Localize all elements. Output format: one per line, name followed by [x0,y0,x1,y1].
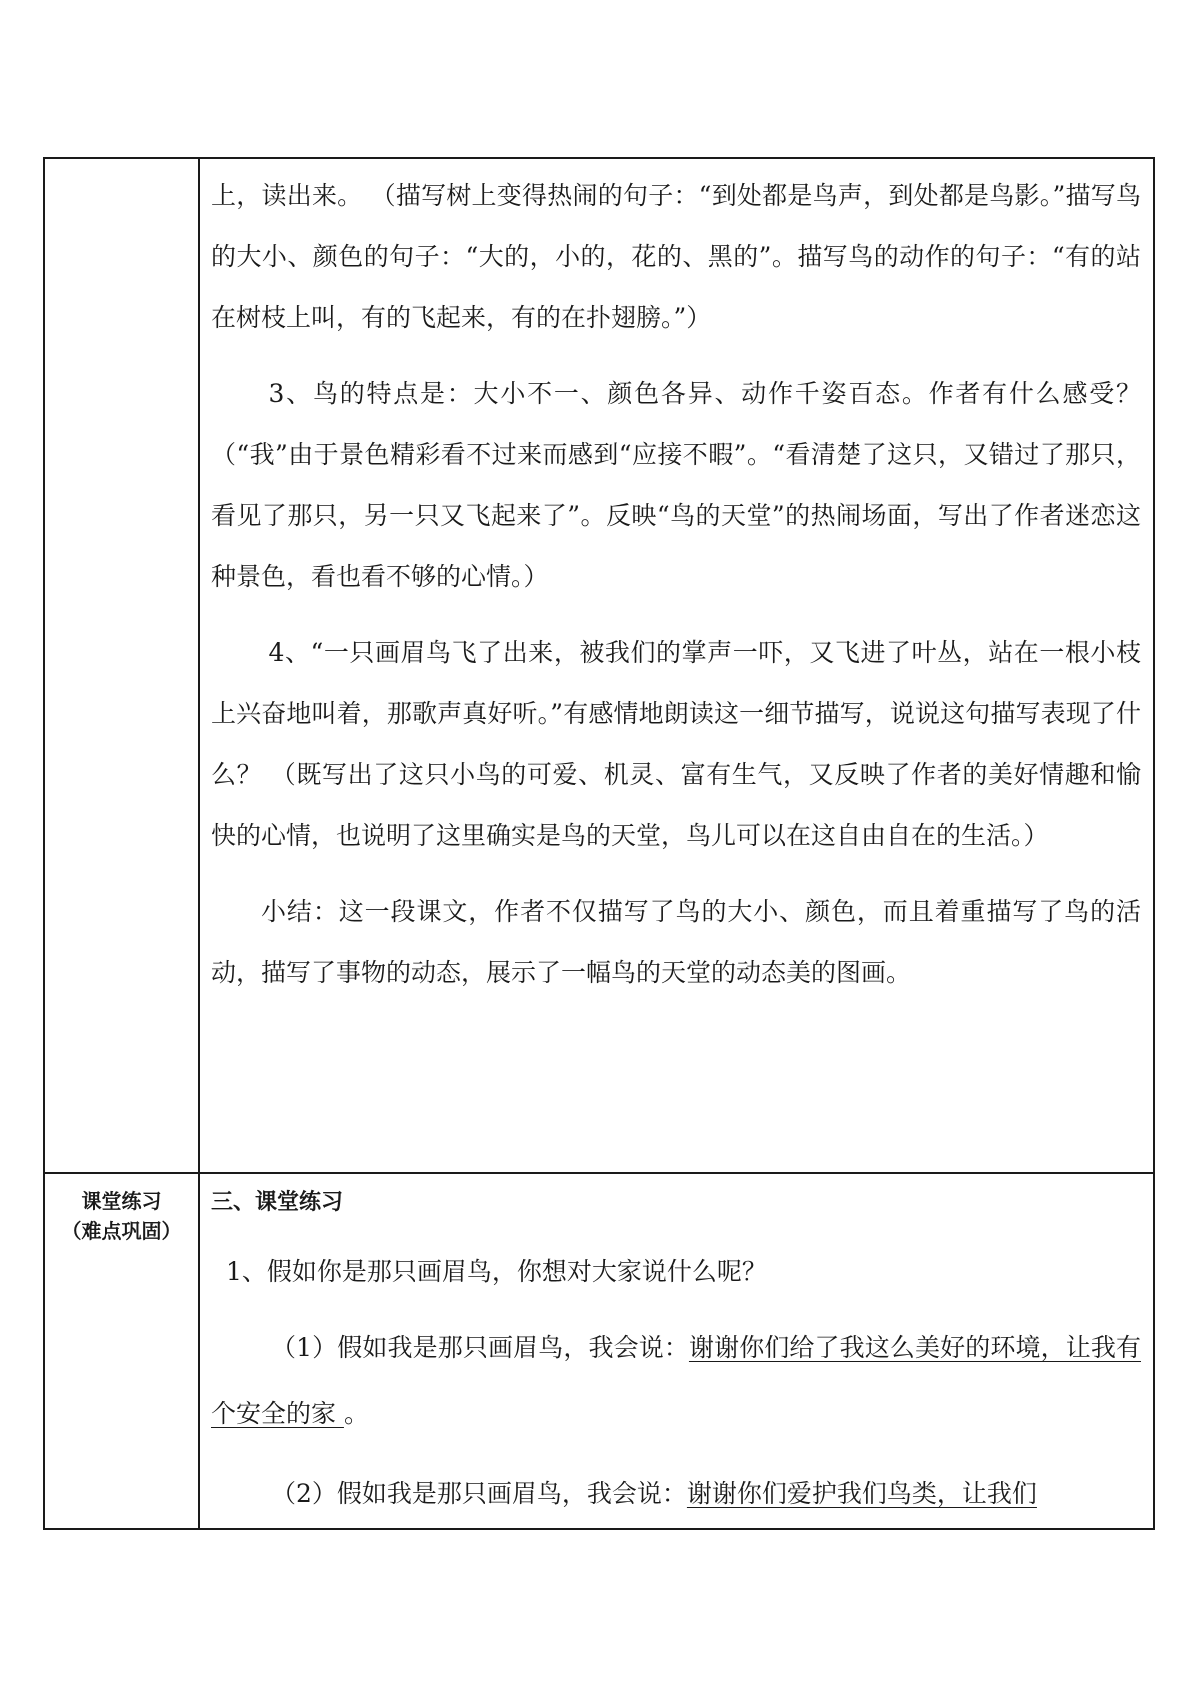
paragraph-reading: 上，读出来。 （描写树上变得热闹的句子：“到处都是鸟声，到处都是鸟影。”描写鸟的大小、颜色的句子：“大的，小的，花的、黑的”。描写鸟的动作的句子：“有的站在树枝上叫，有的飞起来，有的在扑翅膀。”） [211,181,1141,332]
answer-1-suffix: 。 [343,1399,369,1428]
paragraph-bird-features: 3、鸟的特点是：大小不一、颜色各异、动作千姿百态。作者有什么感受？ （“我”由于景色精彩看不过来而感到“应接不暇”。“看清楚了这只，又错过了那只，看见了那只，另一只又飞起来了”。反映“鸟的天堂”的热闹场面，写出了作者迷恋这种景色，看也看不够的心情。） [211,379,1141,591]
exercise-heading: 三、课堂练习 [211,1190,344,1215]
paragraph-summary: 小结：这一段课文，作者不仅描写了鸟的大小、颜色，而且着重描写了鸟的活动，描写了事物的动态，展示了一幅鸟的天堂的动态美的图画。 [211,897,1141,987]
exercise-label-subtitle: （难点巩固） [61,1219,182,1243]
exercise-answer-2 [211,1461,1141,1527]
answer-2-underlined: 谢谢你们爱护我们鸟类，让我们 [686,1479,1037,1508]
answer-1-underlined: 谢谢你们给了我这么美好的环境，让我有个安全的家 [211,1333,1141,1428]
row-divider [45,1172,1153,1174]
exercise-content-cell [211,1181,1141,1527]
lesson-table [43,157,1155,1530]
answer-2-prefix: （2）假如我是那只画眉鸟，我会说： [271,1479,687,1508]
teaching-content-cell [211,165,1141,1003]
exercise-question-1: 1、假如你是那只画眉鸟，你想对大家说什么呢？ [226,1257,767,1286]
paragraph-thrush-detail: 4、“一只画眉鸟飞了出来，被我们的掌声一吓，又飞进了叶丛，站在一根小枝上兴奋地叫着，那歌声真好听。”有感情地朗读这一细节描写，说说这句描写表现了什么？ （既写出了这只小鸟的可爱、机灵、富有生气，又反映了作者的美好情趣和愉快的心情，也说明了这里确实是鸟的天堂，鸟儿可以在这自由自在的生活。） [211,638,1141,850]
exercise-label-title: 课堂练习 [81,1189,162,1213]
column-divider [198,159,200,1528]
exercise-answer-1 [211,1315,1141,1447]
answer-1-prefix: （1）假如我是那只画眉鸟，我会说： [271,1333,689,1362]
exercise-label-cell [45,1174,198,1246]
